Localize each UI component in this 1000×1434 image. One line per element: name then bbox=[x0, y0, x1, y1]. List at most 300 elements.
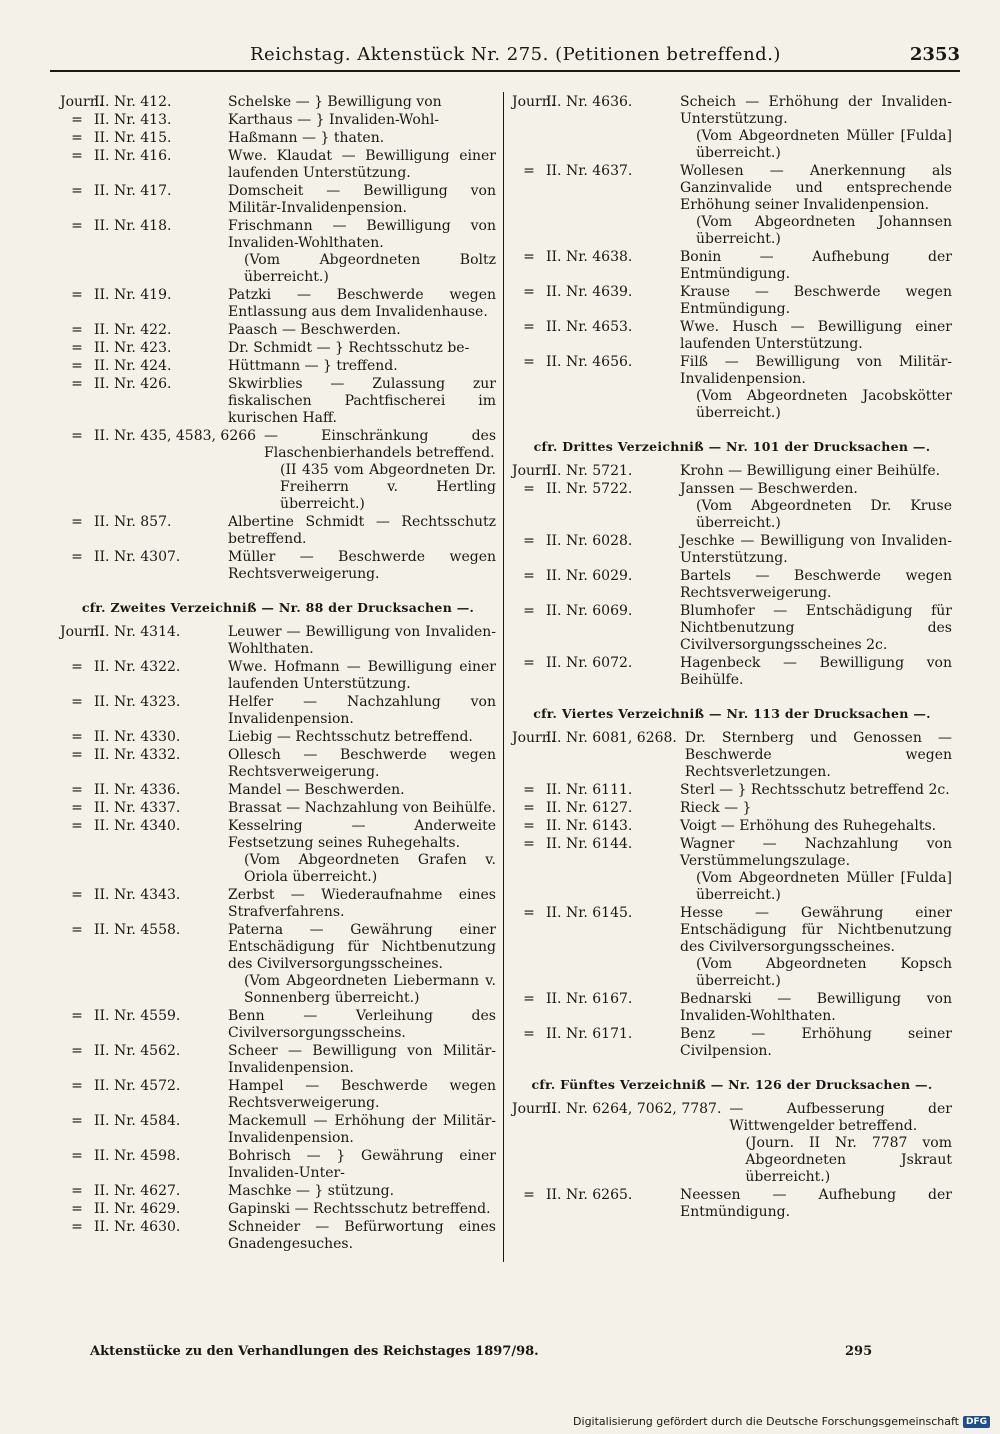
petition-reference bbox=[60, 1201, 228, 1218]
petition-number: II. Nr. 412. bbox=[94, 94, 172, 110]
petition-reference bbox=[512, 94, 680, 162]
petition-number: II. Nr. 4637. bbox=[546, 163, 633, 179]
petition-text: Paterna — Gewährung einer Entschädigung für Nichtbenutzung des Civilversorgungsscheines. bbox=[228, 922, 496, 972]
section-heading: cfr. Zweites Verzeichniß — Nr. 88 der Drucksachen —. bbox=[81, 600, 475, 615]
petition-body bbox=[228, 1148, 496, 1182]
petition-body bbox=[680, 905, 952, 990]
petition-reference bbox=[60, 340, 228, 357]
petition-entry bbox=[512, 354, 952, 422]
petition-number: II. Nr. 4629. bbox=[94, 1201, 181, 1217]
petition-number: II. Nr. 5721. bbox=[546, 463, 633, 479]
journal-prefix: = bbox=[523, 533, 535, 549]
petition-reference bbox=[60, 322, 228, 339]
petition-entry bbox=[60, 218, 496, 286]
petition-reference bbox=[60, 428, 264, 513]
journal-prefix: = bbox=[71, 887, 83, 903]
page-header bbox=[250, 40, 960, 70]
journal-prefix: = bbox=[71, 183, 83, 199]
petition-reference bbox=[512, 730, 685, 781]
petition-number: II. Nr. 418. bbox=[94, 218, 172, 234]
petition-text: Bartels — Beschwerde wegen Rechtsverweigerung. bbox=[680, 568, 952, 601]
petition-note: (Vom Abgeordneten Dr. Kruse überreicht.) bbox=[696, 498, 952, 531]
petition-number: II. Nr. 6171. bbox=[546, 1026, 633, 1042]
petition-number: II. Nr. 4340. bbox=[94, 818, 181, 834]
petition-entry bbox=[512, 94, 952, 162]
petition-entry bbox=[60, 1078, 496, 1112]
journal-prefix: = bbox=[523, 568, 535, 584]
petition-body bbox=[228, 1183, 496, 1200]
petition-number: II. Nr. 424. bbox=[94, 358, 172, 374]
journal-prefix: = bbox=[71, 112, 83, 128]
petition-body bbox=[680, 603, 952, 654]
petition-reference bbox=[60, 1008, 228, 1042]
journal-prefix: = bbox=[71, 376, 83, 392]
petition-body bbox=[680, 94, 952, 162]
petition-body bbox=[680, 1187, 952, 1221]
petition-text: Patzki — Beschwerde wegen Entlassung aus dem Invalidenhause. bbox=[228, 287, 496, 320]
petition-body bbox=[680, 163, 952, 248]
petition-reference bbox=[512, 568, 680, 602]
journal-prefix: = bbox=[71, 747, 83, 763]
petition-entry bbox=[60, 1201, 496, 1218]
petition-reference bbox=[60, 1183, 228, 1200]
petition-entry bbox=[60, 514, 496, 548]
petition-number: II. Nr. 4558. bbox=[94, 922, 181, 938]
petition-text: Benz — Erhöhung seiner Civilpension. bbox=[680, 1026, 952, 1059]
petition-number: II. Nr. 4343. bbox=[94, 887, 181, 903]
petition-number: II. Nr. 6081, 6268. bbox=[546, 730, 677, 746]
petition-entry bbox=[512, 463, 952, 480]
petition-text: Albertine Schmidt — Rechtsschutz betreffend. bbox=[228, 514, 496, 547]
petition-number: II. Nr. 4653. bbox=[546, 319, 633, 335]
petition-body bbox=[228, 887, 496, 921]
petition-body bbox=[680, 782, 952, 799]
petition-number: II. Nr. 4336. bbox=[94, 782, 181, 798]
petition-body bbox=[228, 694, 496, 728]
petition-body bbox=[228, 340, 496, 357]
petition-entry bbox=[512, 568, 952, 602]
petition-body bbox=[264, 428, 496, 513]
petition-body bbox=[680, 836, 952, 904]
petition-number: II. Nr. 4562. bbox=[94, 1043, 181, 1059]
journal-prefix: = bbox=[71, 1219, 83, 1235]
petition-entry bbox=[60, 183, 496, 217]
petition-text: Neessen — Aufhebung der Entmündigung. bbox=[680, 1187, 952, 1220]
petition-number: II. Nr. 6029. bbox=[546, 568, 633, 584]
petition-text: Schelske — } Bewilligung von bbox=[228, 94, 442, 110]
petition-text: Helfer — Nachzahlung von Invalidenpension. bbox=[228, 694, 496, 727]
petition-entry bbox=[60, 340, 496, 357]
petition-number: II. Nr. 4332. bbox=[94, 747, 181, 763]
petition-number: II. Nr. 419. bbox=[94, 287, 172, 303]
petition-body bbox=[680, 800, 952, 817]
journal-prefix: Journ. bbox=[60, 624, 104, 640]
petition-reference bbox=[60, 747, 228, 781]
journal-prefix: = bbox=[71, 428, 83, 444]
petition-note: (Vom Abgeordneten Müller [Fulda] überreicht.) bbox=[696, 870, 952, 903]
petition-reference bbox=[512, 655, 680, 689]
petition-number: II. Nr. 4337. bbox=[94, 800, 181, 816]
journal-prefix: = bbox=[71, 1078, 83, 1094]
petition-number: II. Nr. 6145. bbox=[546, 905, 633, 921]
petition-body bbox=[228, 1219, 496, 1253]
petition-reference bbox=[60, 887, 228, 921]
petition-entry bbox=[512, 1026, 952, 1060]
petition-body bbox=[680, 354, 952, 422]
petition-body bbox=[228, 322, 496, 339]
petition-text: Krohn — Bewilligung einer Beihülfe. bbox=[680, 463, 941, 479]
petition-entry bbox=[512, 1187, 952, 1221]
petition-text: Krause — Beschwerde wegen Entmündigung. bbox=[680, 284, 952, 317]
petition-body bbox=[228, 94, 496, 111]
section-heading: cfr. Viertes Verzeichniß — Nr. 113 der Drucksachen —. bbox=[533, 706, 931, 721]
petition-text: Ollesch — Beschwerde wegen Rechtsverweigerung. bbox=[228, 747, 496, 780]
petition-body bbox=[228, 148, 496, 182]
journal-prefix: = bbox=[71, 287, 83, 303]
petition-body bbox=[228, 130, 496, 147]
petition-text: Bednarski — Bewilligung von Invaliden-Wohlthaten. bbox=[680, 991, 952, 1024]
petition-text: Mackemull — Erhöhung der Militär-Invalidenpension. bbox=[228, 1113, 496, 1146]
petition-entry bbox=[60, 1148, 496, 1182]
petition-reference bbox=[60, 1113, 228, 1147]
petition-text: Schneider — Befürwortung eines Gnadengesuches. bbox=[228, 1219, 496, 1252]
petition-entry bbox=[512, 655, 952, 689]
petition-body bbox=[228, 1008, 496, 1042]
petition-text: Wwe. Hofmann — Bewilligung einer laufenden Unterstützung. bbox=[228, 659, 496, 692]
petition-number: II. Nr. 426. bbox=[94, 376, 172, 392]
petition-reference bbox=[512, 836, 680, 904]
petition-text: Wwe. Klaudat — Bewilligung einer laufenden Unterstützung. bbox=[228, 148, 496, 181]
journal-prefix: = bbox=[523, 481, 535, 497]
petition-reference bbox=[512, 1101, 729, 1186]
petition-body bbox=[228, 624, 496, 658]
petition-number: II. Nr. 4639. bbox=[546, 284, 633, 300]
petition-entry bbox=[512, 163, 952, 248]
petition-entry bbox=[512, 836, 952, 904]
petition-entry bbox=[60, 624, 496, 658]
petition-body bbox=[228, 747, 496, 781]
petition-entry bbox=[512, 533, 952, 567]
petition-reference bbox=[512, 249, 680, 283]
petition-reference bbox=[60, 694, 228, 728]
petition-reference bbox=[512, 782, 680, 799]
petition-text: Paasch — Beschwerden. bbox=[228, 322, 401, 338]
petition-entry bbox=[60, 376, 496, 427]
petition-number: II. Nr. 4598. bbox=[94, 1148, 181, 1164]
petition-text: Filß — Bewilligung von Militär-Invalidenpension. bbox=[680, 354, 952, 387]
petition-reference bbox=[60, 218, 228, 286]
petition-entry bbox=[60, 694, 496, 728]
petition-entry bbox=[60, 1113, 496, 1147]
petition-text: Benn — Verleihung des Civilversorgungsscheins. bbox=[228, 1008, 496, 1041]
petition-entry bbox=[512, 782, 952, 799]
petition-number: II. Nr. 6265. bbox=[546, 1187, 633, 1203]
petition-reference bbox=[60, 549, 228, 583]
petition-text: Mandel — Beschwerden. bbox=[228, 782, 405, 798]
petition-body bbox=[228, 818, 496, 886]
petition-body bbox=[228, 1078, 496, 1112]
journal-prefix: = bbox=[71, 1201, 83, 1217]
petition-body bbox=[680, 655, 952, 689]
petition-reference bbox=[512, 991, 680, 1025]
petition-note: (Vom Abgeordneten Johannsen überreicht.) bbox=[696, 214, 952, 247]
petition-number: II. Nr. 6127. bbox=[546, 800, 633, 816]
dfg-credit-text: Digitalisierung gefördert durch die Deutsche Forschungsgemeinschaft bbox=[573, 1415, 959, 1428]
petition-text: Wollesen — Anerkennung als Ganzinvalide und entsprechende Erhöhung seiner Invalidenpension. bbox=[680, 163, 952, 213]
petition-text: Liebig — Rechtsschutz betreffend. bbox=[228, 729, 473, 745]
petition-note: (Vom Abgeordneten Müller [Fulda] überreicht.) bbox=[696, 128, 952, 161]
petition-number: II. Nr. 413. bbox=[94, 112, 172, 128]
petition-number: II. Nr. 4630. bbox=[94, 1219, 181, 1235]
petition-number: II. Nr. 5722. bbox=[546, 481, 633, 497]
journal-prefix: = bbox=[71, 358, 83, 374]
petition-text: — Einschränkung des Flaschenbierhandels betreffend. bbox=[264, 428, 496, 461]
petition-reference bbox=[60, 922, 228, 1007]
petition-number: II. Nr. 6144. bbox=[546, 836, 633, 852]
petition-reference bbox=[60, 112, 228, 129]
journal-prefix: = bbox=[71, 148, 83, 164]
petition-entry bbox=[60, 800, 496, 817]
petition-note: (Journ. II Nr. 7787 vom Abgeordneten Jskraut überreicht.) bbox=[745, 1135, 952, 1185]
petition-body bbox=[228, 922, 496, 1007]
petition-text: Bonin — Aufhebung der Entmündigung. bbox=[680, 249, 952, 282]
petition-number: II. Nr. 423. bbox=[94, 340, 172, 356]
journal-prefix: = bbox=[71, 659, 83, 675]
petition-number: II. Nr. 6167. bbox=[546, 991, 633, 1007]
petition-reference bbox=[60, 1148, 228, 1182]
journal-prefix: = bbox=[71, 218, 83, 234]
journal-prefix: = bbox=[71, 514, 83, 530]
journal-prefix: = bbox=[71, 922, 83, 938]
petition-entry bbox=[60, 358, 496, 375]
journal-prefix: = bbox=[523, 836, 535, 852]
journal-prefix: = bbox=[71, 818, 83, 834]
petition-number: II. Nr. 4636. bbox=[546, 94, 633, 110]
petition-entry bbox=[60, 729, 496, 746]
journal-prefix: = bbox=[523, 319, 535, 335]
petition-text: Voigt — Erhöhung des Ruhegehalts. bbox=[680, 818, 937, 834]
petition-text: Jeschke — Bewilligung von Invaliden-Unterstützung. bbox=[680, 533, 952, 566]
petition-text: Maschke — } stützung. bbox=[228, 1183, 395, 1199]
petition-text: Zerbst — Wiederaufnahme eines Strafverfahrens. bbox=[228, 887, 496, 920]
journal-prefix: = bbox=[71, 130, 83, 146]
petition-text: Haßmann — } thaten. bbox=[228, 130, 385, 146]
petition-number: II. Nr. 415. bbox=[94, 130, 172, 146]
dfg-credit bbox=[573, 1415, 990, 1428]
petition-reference bbox=[60, 376, 228, 427]
petition-number: II. Nr. 4323. bbox=[94, 694, 181, 710]
petition-text: Dr. Schmidt — } Rechtsschutz be- bbox=[228, 340, 470, 356]
petition-body bbox=[680, 991, 952, 1025]
petition-text: Hüttmann — } treffend. bbox=[228, 358, 398, 374]
petition-reference bbox=[60, 624, 228, 658]
petition-entry bbox=[60, 1183, 496, 1200]
journal-prefix: = bbox=[523, 284, 535, 300]
petition-text: Wwe. Husch — Bewilligung einer laufenden Unterstützung. bbox=[680, 319, 952, 352]
petition-text: Gapinski — Rechtsschutz betreffend. bbox=[228, 1201, 491, 1217]
petition-reference bbox=[60, 148, 228, 182]
petition-text: Frischmann — Bewilligung von Invaliden-Wohlthaten. bbox=[228, 218, 496, 251]
petition-reference bbox=[512, 463, 680, 480]
petition-reference bbox=[60, 183, 228, 217]
petition-body bbox=[685, 730, 952, 781]
journal-prefix: = bbox=[71, 782, 83, 798]
petition-entry bbox=[512, 730, 952, 781]
petition-entry bbox=[60, 1008, 496, 1042]
petition-entry bbox=[512, 284, 952, 318]
petition-reference bbox=[60, 130, 228, 147]
petition-entry bbox=[60, 148, 496, 182]
petition-note: (Vom Abgeordneten Kopsch überreicht.) bbox=[696, 956, 952, 989]
petition-body bbox=[228, 659, 496, 693]
petition-entry bbox=[60, 818, 496, 886]
petition-reference bbox=[512, 533, 680, 567]
journal-prefix: = bbox=[523, 905, 535, 921]
petition-reference bbox=[60, 514, 228, 548]
journal-prefix: = bbox=[71, 340, 83, 356]
petition-number: II. Nr. 6028. bbox=[546, 533, 633, 549]
petition-entry bbox=[512, 249, 952, 283]
petition-body bbox=[228, 1201, 496, 1218]
petition-body bbox=[228, 358, 496, 375]
petition-entry bbox=[512, 319, 952, 353]
petition-entry bbox=[60, 322, 496, 339]
petition-entry bbox=[60, 747, 496, 781]
journal-prefix: Journ. bbox=[512, 463, 556, 479]
petition-number: II. Nr. 6069. bbox=[546, 603, 633, 619]
petition-entry bbox=[60, 287, 496, 321]
petition-reference bbox=[60, 800, 228, 817]
journal-prefix: = bbox=[523, 603, 535, 619]
petition-text: Scheich — Erhöhung der Invaliden-Unterstützung. bbox=[680, 94, 952, 127]
petition-text: Domscheit — Bewilligung von Militär-Invalidenpension. bbox=[228, 183, 496, 216]
petition-reference bbox=[512, 1026, 680, 1060]
journal-prefix: = bbox=[523, 1026, 535, 1042]
petition-reference bbox=[60, 358, 228, 375]
petition-body bbox=[680, 481, 952, 532]
journal-prefix: Journ. bbox=[60, 94, 104, 110]
petition-reference bbox=[512, 603, 680, 654]
petition-body bbox=[680, 319, 952, 353]
petition-number: II. Nr. 416. bbox=[94, 148, 172, 164]
journal-prefix: = bbox=[523, 782, 535, 798]
petition-reference bbox=[512, 1187, 680, 1221]
petition-entry bbox=[512, 905, 952, 990]
header-rule bbox=[50, 70, 960, 72]
petition-number: II. Nr. 4656. bbox=[546, 354, 633, 370]
petition-entry bbox=[512, 991, 952, 1025]
journal-prefix: = bbox=[71, 1043, 83, 1059]
petition-text: Skwirblies — Zulassung zur fiskalischen Pachtfischerei im kurischen Haff. bbox=[228, 376, 496, 426]
petition-number: II. Nr. 4627. bbox=[94, 1183, 181, 1199]
petition-text: Karthaus — } Invaliden-Wohl- bbox=[228, 112, 440, 128]
petition-entry bbox=[60, 428, 496, 513]
column-divider bbox=[503, 92, 504, 1262]
petition-number: II. Nr. 4307. bbox=[94, 549, 181, 565]
petition-body bbox=[680, 533, 952, 567]
petition-entry bbox=[60, 922, 496, 1007]
journal-prefix: Journ. bbox=[512, 94, 556, 110]
petition-body bbox=[228, 549, 496, 583]
petition-body bbox=[680, 1026, 952, 1060]
petition-text: Leuwer — Bewilligung von Invaliden-Wohlthaten. bbox=[228, 624, 496, 657]
dfg-logo-icon: DFG bbox=[963, 1416, 990, 1428]
journal-prefix: = bbox=[523, 1187, 535, 1203]
petition-number: II. Nr. 4559. bbox=[94, 1008, 181, 1024]
petition-entry bbox=[512, 800, 952, 817]
petition-body bbox=[680, 249, 952, 283]
petition-body bbox=[228, 800, 496, 817]
petition-note: (II 435 vom Abgeordneten Dr. Freiherrn v. Hertling überreicht.) bbox=[280, 462, 496, 512]
petition-text: Rieck — } bbox=[680, 800, 752, 816]
petition-text: Wagner — Nachzahlung von Verstümmelungszulage. bbox=[680, 836, 952, 869]
petition-text: Hampel — Beschwerde wegen Rechtsverweigerung. bbox=[228, 1078, 496, 1111]
section-heading: cfr. Drittes Verzeichniß — Nr. 101 der Drucksachen —. bbox=[533, 439, 931, 454]
petition-reference bbox=[512, 818, 680, 835]
petition-body bbox=[228, 376, 496, 427]
journal-prefix: = bbox=[71, 694, 83, 710]
petition-text: Hesse — Gewährung einer Entschädigung für Nichtbenutzung des Civilversorgungsscheines. bbox=[680, 905, 952, 955]
petition-reference bbox=[60, 1078, 228, 1112]
petition-body bbox=[228, 112, 496, 129]
petition-entry bbox=[512, 1101, 952, 1186]
petition-entry bbox=[60, 1043, 496, 1077]
footer-text: Aktenstücke zu den Verhandlungen des Reichstages 1897/98. bbox=[90, 1344, 539, 1359]
petition-entry bbox=[60, 549, 496, 583]
petition-body bbox=[228, 782, 496, 799]
petition-entry bbox=[60, 887, 496, 921]
petition-body bbox=[680, 568, 952, 602]
petition-text: Bohrisch — } Gewährung einer Invaliden-Unter- bbox=[228, 1148, 496, 1181]
left-column bbox=[60, 94, 496, 1254]
petition-note: (Vom Abgeordneten Liebermann v. Sonnenberg überreicht.) bbox=[244, 973, 496, 1006]
petition-reference bbox=[512, 481, 680, 532]
petition-body bbox=[228, 1113, 496, 1147]
journal-prefix: = bbox=[71, 1183, 83, 1199]
petition-text: Janssen — Beschwerden. bbox=[680, 481, 858, 497]
petition-number: II. Nr. 4330. bbox=[94, 729, 181, 745]
petition-body bbox=[228, 287, 496, 321]
journal-prefix: = bbox=[71, 322, 83, 338]
petition-reference bbox=[60, 1219, 228, 1253]
journal-prefix: = bbox=[71, 1008, 83, 1024]
journal-prefix: = bbox=[523, 354, 535, 370]
petition-reference bbox=[512, 284, 680, 318]
petition-entry bbox=[60, 782, 496, 799]
petition-text: Hagenbeck — Bewilligung von Beihülfe. bbox=[680, 655, 952, 688]
petition-number: II. Nr. 4314. bbox=[94, 624, 181, 640]
petition-number: II. Nr. 417. bbox=[94, 183, 172, 199]
petition-number: II. Nr. 6072. bbox=[546, 655, 633, 671]
petition-body bbox=[729, 1101, 952, 1186]
journal-prefix: Journ. bbox=[512, 1101, 556, 1117]
petition-entry bbox=[60, 659, 496, 693]
petition-note: (Vom Abgeordneten Boltz überreicht.) bbox=[244, 252, 496, 285]
petition-number: II. Nr. 4322. bbox=[94, 659, 181, 675]
petition-number: II. Nr. 4572. bbox=[94, 1078, 181, 1094]
petition-reference bbox=[512, 354, 680, 422]
petition-reference bbox=[60, 1043, 228, 1077]
petition-number: II. Nr. 435, 4583, 6266 bbox=[94, 428, 257, 444]
petition-number: II. Nr. 4638. bbox=[546, 249, 633, 265]
petition-text: Brassat — Nachzahlung von Beihülfe. bbox=[228, 800, 496, 816]
journal-prefix: = bbox=[71, 729, 83, 745]
journal-prefix: = bbox=[523, 163, 535, 179]
petition-number: II. Nr. 6111. bbox=[546, 782, 633, 798]
footer-page-number: 295 bbox=[845, 1344, 873, 1359]
petition-body bbox=[228, 218, 496, 286]
journal-prefix: = bbox=[71, 800, 83, 816]
